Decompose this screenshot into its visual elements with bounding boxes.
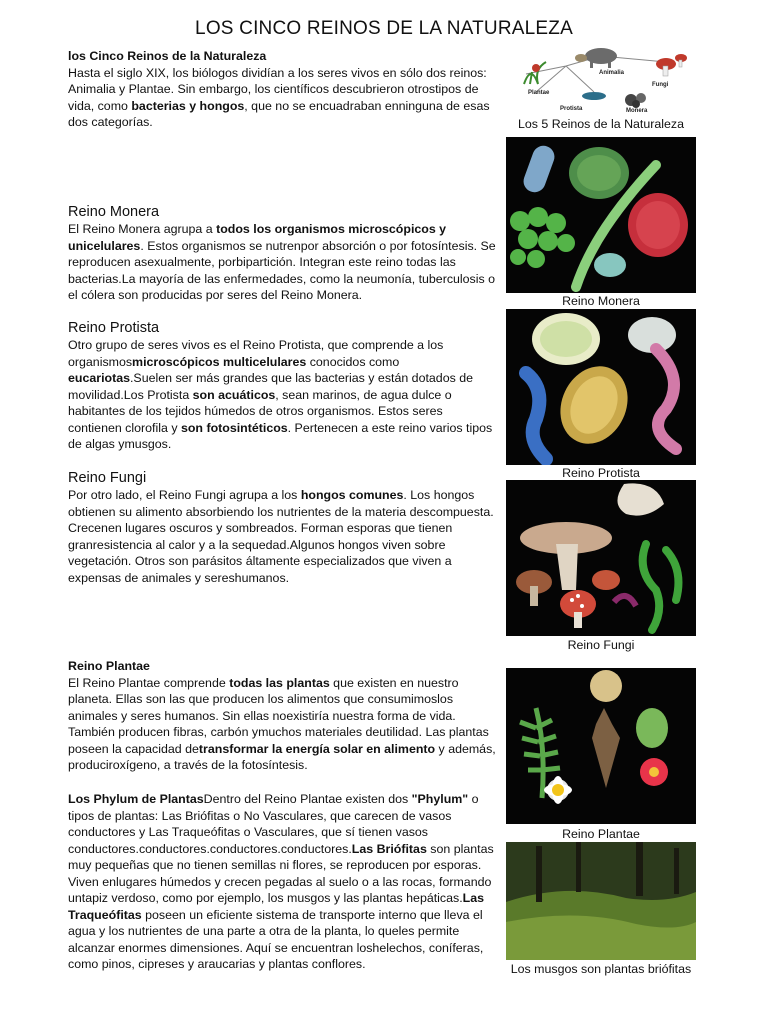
- figure-cinco-reinos: [506, 44, 696, 114]
- intro-text2: , que no se encuadraban enninguna de esas dos categorías.: [68, 98, 490, 129]
- protista-paragraph: [68, 337, 496, 453]
- phylum-paragraph: [68, 791, 496, 973]
- caption-plantae: Reino Plantae: [562, 827, 640, 841]
- figure-fungi: [506, 480, 696, 636]
- phylum-section: [68, 791, 496, 973]
- figure-plantae: [506, 668, 696, 824]
- fungi-section: [68, 469, 496, 586]
- phylum-text2: o tipos de plantas: Las Briófitas o No Vasculares, que carecen de vasos conductores y Las Traqueófitas o Vasculares, que sí tienen vasos conductores.conductores.conductores.conductores.: [68, 792, 479, 856]
- protista-bold4: son fotosintéticos: [180, 420, 288, 435]
- phylum-text3: son plantas muy pequeñas que no tienen semillas ni flores, se reproducen por esporas. Viven enlugares húmedos y crecen pegadas al suelo o a las rocas, formando untapiz verdoso, como por ejemplo, los musgos y las plantas hepáticas.: [68, 841, 494, 905]
- phylum-bold1: "Phylum": [411, 792, 469, 806]
- monera-text2: . Estos organismos se nutrenpor absorción o por fotosíntesis. Se reproducen asexualmente, porbipartición. Integran este reino todas las bacterias.La mayoría de las enfermedades, como la neumonía, tuberculosis o el cólera son producidas por seres del Reino Monera.: [68, 238, 496, 302]
- protista-text2: conocidos como: [306, 354, 400, 369]
- figure-monera: [506, 137, 696, 293]
- protista-text1: Otro grupo de seres vivos es el Reino Protista, que comprende a los organismos: [68, 338, 444, 369]
- protista-heading: Reino Protista: [68, 320, 160, 336]
- plantae-section: [68, 658, 496, 774]
- fungi-text1: Por otro lado, el Reino Fungi agrupa a los: [68, 488, 301, 502]
- monera-bold1: todos los organismos microscópicos y unicelulares: [68, 222, 447, 253]
- protista-text3: .Suelen ser más grandes que las bacterias y están dotados de movilidad.Los Protista: [68, 371, 474, 402]
- musgos-image: [506, 842, 696, 960]
- label-animalia: Animalia: [599, 70, 625, 76]
- label-plantae: Plantae: [528, 90, 550, 96]
- protista-bold3: son acuáticos: [192, 387, 276, 402]
- figure-musgos: [506, 842, 696, 960]
- fungi-paragraph: [68, 487, 496, 586]
- plantae-bold2: transformar la energía solar en alimento: [198, 741, 436, 756]
- plantae-text2: que existen en nuestro planeta. Ellas son las que producen los alimentos que consumimoslos animales y seres humanos. Sin ellas noexistiría nuestra forma de vida. También producen fibras, carbón ymuchos materiales deutilidad. Las plantas poseen la capacidad de: [68, 675, 489, 756]
- fungi-image: [506, 480, 696, 636]
- protista-image: [506, 309, 696, 465]
- intro-heading: los Cinco Reinos de la Naturaleza: [68, 49, 267, 63]
- figure-protista: [506, 309, 696, 465]
- monera-heading: Reino Monera: [68, 204, 160, 220]
- phylum-text1: Dentro del Reino Plantae existen dos: [203, 792, 412, 806]
- plantae-text3: y además, produciroxígeno, a través de la fotosíntesis.: [68, 741, 496, 772]
- intro-paragraph: [68, 65, 496, 131]
- intro-bold: bacterias y hongos: [131, 98, 245, 113]
- label-protista: Protista: [560, 106, 583, 112]
- monera-section: [68, 203, 496, 304]
- page-title: LOS CINCO REINOS DE LA NATURALEZA: [195, 18, 573, 39]
- intro-section: [68, 48, 496, 131]
- plantae-image: [506, 668, 696, 824]
- caption-musgos: Los musgos son plantas briófitas: [510, 962, 692, 976]
- label-fungi: Fungi: [652, 82, 669, 88]
- phylum-text4: poseen un eficiente sistema de transporte interno que lleva el agua y los nutrientes de una parte a otra de la planta, lo queles permite alcanzar enormes dimensiones. Aquí se encuentran loshelechos, coníferas, como pinos, cipreses y araucarias y plantas conflores.: [68, 907, 484, 971]
- plantae-text1: El Reino Plantae comprende: [68, 675, 230, 690]
- fungi-bold1: hongos comunes: [300, 488, 404, 502]
- protista-bold1: microscópicos multicelulares: [132, 354, 307, 369]
- protista-text4: , sean marinos, de agua dulce o habitantes de los tejidos húmedos de otros organismos. Estos seres contienen clorofila y: [68, 387, 452, 435]
- cinco-reinos-diagram: [506, 44, 696, 114]
- label-monera: Monera: [626, 108, 648, 114]
- protista-bold2: eucariotas: [68, 371, 130, 385]
- intro-text: Hasta el siglo XIX, los biólogos dividían a los seres vivos en sólo dos reinos: Animalia y Plantae. Sin embargo, los científicos descubrieron otrostipos de vida, como: [68, 65, 487, 113]
- protista-text5: . Pertenecen a este reino varios tipos de algas ymusgos.: [68, 420, 493, 451]
- monera-paragraph: [68, 221, 496, 304]
- fungi-text2: . Los hongos obtienen su alimento absorbiendo los nutrientes de la materia descompuesta. Crecenen lugares oscuros y sombreados. Forman esporas que tienen granresistencia al calor y a la sequedad.Algunos hongos viven sobre vegetación. Otros son parásitos áltamente especializados que viven a expensas de animales y sereshumanos.: [68, 488, 494, 585]
- fungi-heading: Reino Fungi: [68, 470, 147, 486]
- plantae-heading: Reino Plantae: [68, 659, 150, 673]
- plantae-bold1: todas las plantas: [229, 675, 330, 690]
- caption-monera: Reino Monera: [562, 294, 640, 308]
- phylum-bold3: Las Traqueófitas: [68, 891, 485, 922]
- caption-protista: Reino Protista: [562, 466, 640, 480]
- protista-section: [68, 319, 496, 453]
- phylum-bold0: Los Phylum de Plantas: [68, 792, 204, 806]
- plantae-paragraph: [68, 675, 496, 774]
- phylum-bold2: Las Briófitas: [351, 841, 427, 856]
- caption-fungi: Reino Fungi: [567, 638, 635, 652]
- monera-text1: El Reino Monera agrupa a: [68, 222, 217, 236]
- monera-image: [506, 137, 696, 293]
- caption-cinco-reinos: Los 5 Reinos de la Naturaleza: [518, 117, 684, 131]
